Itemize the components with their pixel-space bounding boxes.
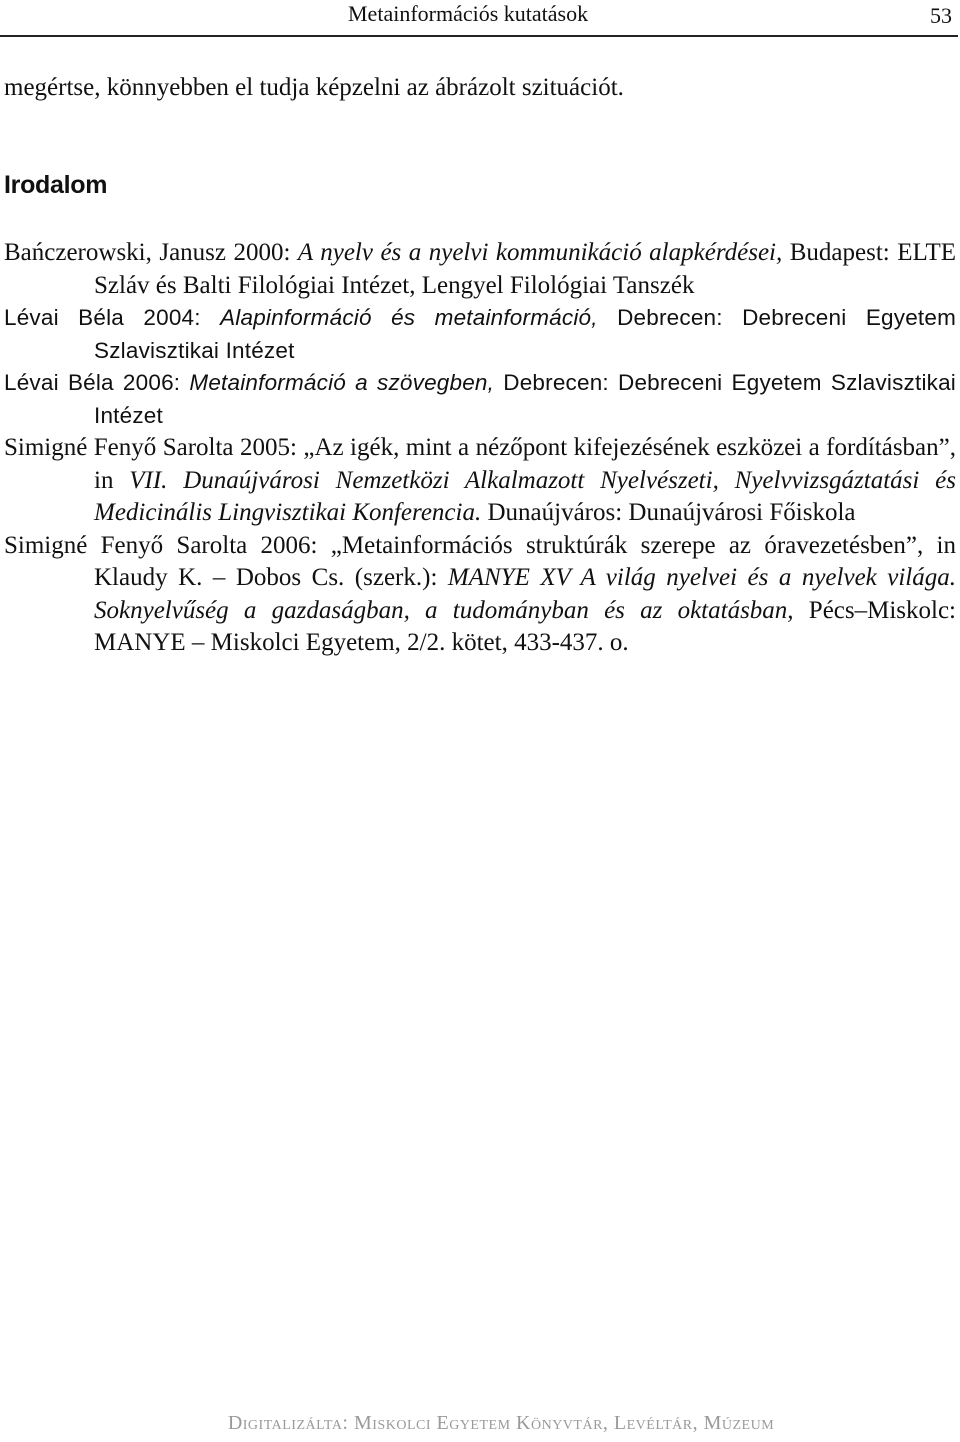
- reference-title: A nyelv és a nyelvi kommunikáció alapkérdései,: [297, 239, 783, 266]
- reference-author-year: Lévai Béla 2006:: [4, 370, 190, 395]
- reference-publisher: Pécs–Miskolc: MANYE – Miskolci Egyetem, 2/2. kötet, 433-437. o.: [94, 596, 957, 656]
- intro-paragraph-end: megértse, könnyebben el tudja képzelni az ábrázolt szituációt.: [4, 74, 624, 101]
- reference-list: [4, 237, 956, 660]
- reference-item: [4, 432, 956, 530]
- running-header: [0, 0, 960, 40]
- reference-author-year: Lévai Béla 2004:: [4, 305, 221, 330]
- reference-title: Alapinformáció és metainformáció,: [220, 305, 598, 330]
- reference-item: [4, 530, 956, 660]
- reference-publisher: Debrecen: Debreceni Egyetem Szlavisztikai Intézet: [94, 305, 957, 363]
- reference-author-year: Bańczerowski, Janusz 2000:: [4, 239, 298, 266]
- reference-item: [4, 367, 956, 432]
- running-title: Metainformációs kutatások: [348, 1, 589, 26]
- reference-publisher: Debrecen: Debreceni Egyetem Szlavisztikai Intézet: [94, 370, 957, 428]
- reference-item: [4, 237, 956, 302]
- section-heading: Irodalom: [4, 171, 108, 199]
- digitization-credit: Digitalizálta: Miskolci Egyetem Könyvtár, Levéltár, Múzeum: [227, 1412, 775, 1434]
- reference-item: [4, 302, 956, 367]
- reference-publisher: Budapest: ELTE Szláv és Balti Filológiai Intézet, Lengyel Filológiai Tanszék: [94, 239, 956, 299]
- reference-title: VII. Dunaújvárosi Nemzetközi Alkalmazott Nyelvészeti, Nyelvvizsgáztatási és Medicinális Lingvisztikai Konferencia.: [94, 466, 956, 526]
- page-number: 53: [930, 3, 952, 28]
- reference-author-year: Simigné Fenyő Sarolta 2005: „Az igék, mint a nézőpont kifejezésének eszközei a fordításban”, in: [4, 434, 956, 494]
- reference-author-year: Simigné Fenyő Sarolta 2006: „Metainformációs struktúrák szerepe az óravezetésben”, in Klaudy K. – Dobos Cs. (szerk.):: [4, 531, 956, 591]
- reference-title: MANYE XV A világ nyelvei és a nyelvek világa. Soknyelvűség a gazdaságban, a tudományban és az oktatásban,: [94, 564, 956, 624]
- reference-publisher: Dunaújváros: Dunaújvárosi Főiskola: [481, 499, 856, 526]
- reference-title: Metainformáció a szövegben,: [189, 370, 495, 395]
- header-rule: [0, 35, 958, 37]
